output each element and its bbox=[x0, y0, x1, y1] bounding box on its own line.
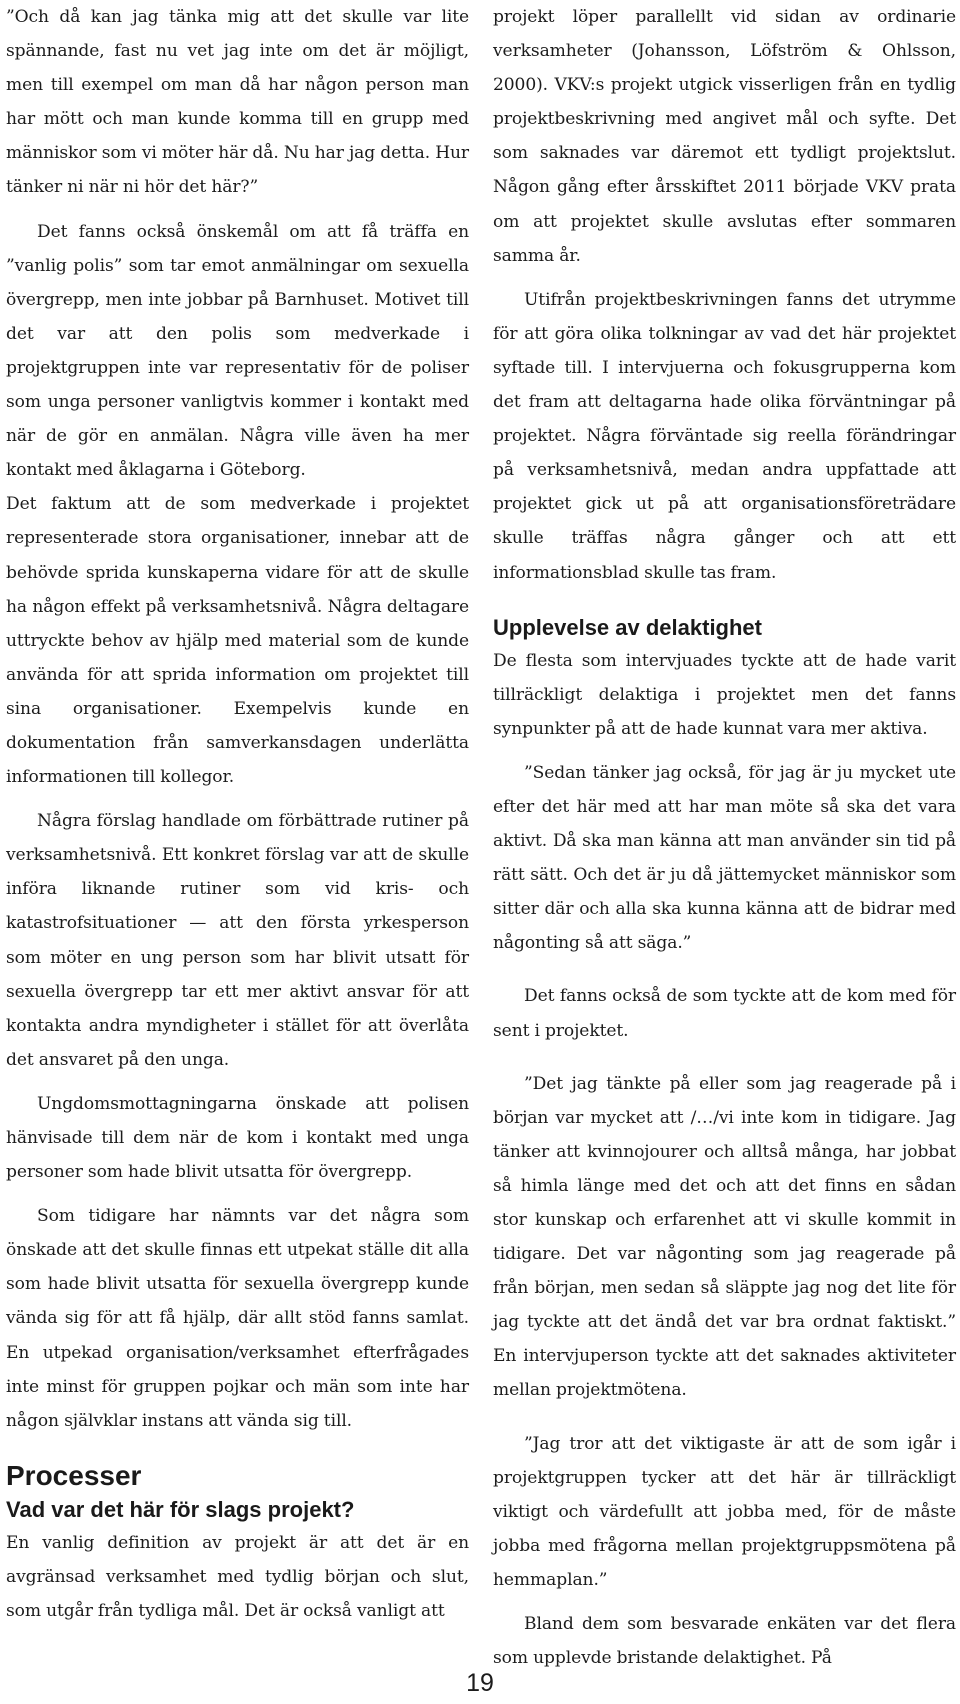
page-number: 19 bbox=[466, 1669, 494, 1697]
quote-paragraph: ”Jag tror att det viktigaste är att de som igår i projektgruppen tycker att det här är tillräckligt viktigt och värdefullt att jobba med, för de måste jobba med frågorna mellan projektgruppsmötena på hemmaplan.” bbox=[493, 1433, 956, 1590]
body-paragraph: Utifrån projektbeskrivningen fanns det utrymme för att göra olika tolkningar av vad det här projektet syftade till. I intervjuerna och fokusgrupperna kom det fram att deltagarna hade olika förväntningar på projektet. Några förväntade sig reella förändringar på verksamhetsnivå, medan andra uppfattade att projektet gick ut på att organisationsföreträdare skulle träffas några gånger och att ett informationsblad skulle tas fram. bbox=[493, 289, 956, 583]
body-paragraph: Det faktum att de som medverkade i projektet representerade stora organisationer, innebar att de behövde sprida kunskaperna vidare för att de skulle ha någon effekt på verksamhetsnivå. Några deltagare uttryckte behov av hjälp med material som de kunde använda för att sprida information om projektet till sina organisationer. Exempelvis kunde en dokumentation från samverkansdagen underlätta informationen till kollegor. bbox=[6, 494, 469, 788]
body-paragraph: projekt löper parallellt vid sidan av ordinarie verksamheter (Johansson, Löfström & Ohlsson, 2000). VKV:s projekt utgick visserligen från en tydlig projektbeskrivning med angivet mål och syfte. Det som saknades var däremot ett tydligt projektslut. Någon gång efter årsskiftet 2011 började VKV prata om att projektet skulle avslutas efter sommaren samma år. bbox=[493, 7, 956, 266]
body-paragraph: Det fanns också de som tyckte att de kom med för sent i projektet. bbox=[493, 986, 956, 1041]
right-column bbox=[493, 0, 956, 1675]
body-paragraph: Som tidigare har nämnts var det några som önskade att det skulle finnas ett utpekat ställe dit alla som hade blivit utsatta för sexuella övergrepp kunde vända sig för att få hjälp, där allt stöd fanns samlat. En utpekad organisation/verksamhet efterfrågades inte minst för gruppen pojkar och män som inte har någon självklar instans att vända sig till. bbox=[6, 1206, 469, 1431]
subsection-heading: Vad var det här för slags projekt? bbox=[6, 1496, 355, 1522]
body-paragraph: Bland dem som besvarade enkäten var det flera som upplevde bristande delaktighet. På bbox=[493, 1614, 956, 1669]
left-column bbox=[6, 0, 469, 1628]
body-paragraph: Några förslag handlade om förbättrade rutiner på verksamhetsnivå. Ett konkret förslag var att de skulle införa liknande rutiner som vid kris- och katastrofsituationer — att den första yrkesperson som möter en ung person som har blivit utsatt för sexuella övergrepp tar ett mer aktivt ansvar för att kontakta andra myndigheter i stället för att överlåta det ansvaret på den unga. bbox=[6, 811, 469, 1070]
quote-paragraph: ”Det jag tänkte på eller som jag reagerade på i början var mycket att /…/vi inte kom in tidigare. Jag tänker att kvinnojourer och alltså många, har jobbat så himla länge med det och att det finns en sådan stor kunskap och erfarenhet att vi skulle kommit in tidigare. Det var någonting som jag reagerade på från början, men sedan så släppte jag nog det lite för jag tyckte att det ändå det var bra ordnat faktiskt.” En intervjuperson tyckte att det saknades aktiviteter mellan projektmötena. bbox=[493, 1073, 956, 1401]
body-paragraph: Det fanns också önskemål om att få träffa en ”vanlig polis” som tar emot anmälningar om sexuella övergrepp, men inte jobbar på Barnhuset. Motivet till det var att den polis som medverkade i projektgruppen inte var representativ för de poliser som unga personer vanligtvis kommer i kontakt med när de gör en anmälan. Några ville även ha mer kontakt med åklagarna i Göteborg. bbox=[6, 221, 469, 481]
body-paragraph: Ungdomsmottagningarna önskade att polisen hänvisade till dem när de kom i kontakt med unga personer som hade blivit utsatta för övergrepp. bbox=[6, 1093, 469, 1183]
body-paragraph: En vanlig definition av projekt är att det är en avgränsad verksamhet med tydlig början och slut, som utgår från tydliga mål. Det är också vanligt att bbox=[6, 1532, 469, 1622]
body-paragraph: De flesta som intervjuades tyckte att de hade varit tillräckligt delaktiga i projektet men det fanns synpunkter på att de hade kunnat vara mer aktiva. bbox=[493, 650, 956, 739]
quote-paragraph: ”Och då kan jag tänka mig att det skulle var lite spännande, fast nu vet jag inte om det är möjligt, men till exempel om man då har någon person man har mött och man kunde komma till en grupp med människor som vi möter här då. Nu har jag detta. Hur tänker ni när ni hör det här?” bbox=[6, 7, 469, 198]
subsection-heading: Upplevelse av delaktighet bbox=[493, 614, 762, 640]
section-heading: Processer bbox=[6, 1459, 142, 1491]
quote-paragraph: ”Sedan tänker jag också, för jag är ju mycket ute efter det här med att har man möte så ska det vara aktivt. Då ska man känna att man använder sin tid på rätt sätt. Och det är ju då jättemycket människor som sitter där och alla ska kunna känna att de bidrar med någonting så att säga.” bbox=[493, 762, 956, 954]
